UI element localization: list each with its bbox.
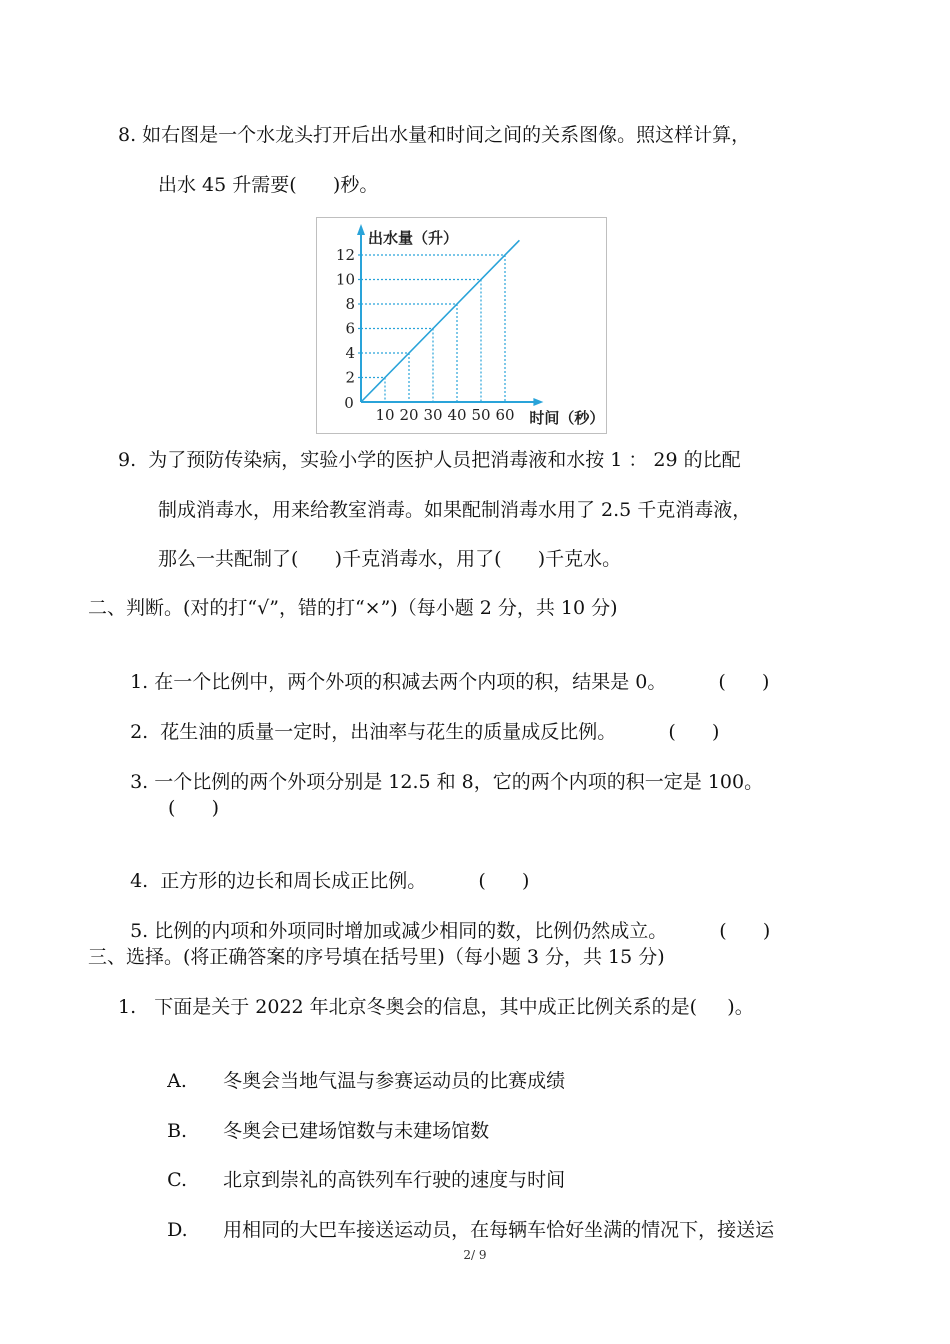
section-3-heading: 三、选择。(将正确答案的序号填在括号里)（每小题 3 分，共 15 分) — [88, 946, 665, 968]
y-tick-label: 8 — [345, 295, 355, 313]
option-a-text: 冬奥会当地气温与参赛运动员的比赛成绩 — [223, 1070, 566, 1092]
judge-item-4-answer-blank: ( ) — [478, 870, 530, 892]
question-9-line-3: 那么一共配制了( )千克消毒水，用了( )千克水。 — [158, 548, 622, 570]
judge-item-1-text: 1. 在一个比例中，两个外项的积减去两个内项的积，结果是 0。 — [130, 671, 667, 693]
question-9-line-2: 制成消毒水，用来给教室消毒。如果配制消毒水用了 2.5 千克消毒液， — [158, 499, 752, 521]
option-b-letter: B. — [167, 1120, 188, 1142]
x-tick-label: 40 — [447, 406, 467, 424]
x-tick-label: 30 — [423, 406, 443, 424]
option-b-text: 冬奥会已建场馆数与未建场馆数 — [223, 1120, 490, 1142]
judge-item-3-text: 3. 一个比例的两个外项分别是 12.5 和 8，它的两个内项的积一定是 100。 — [130, 771, 764, 793]
question-8-line-2: 出水 45 升需要( )秒。 — [158, 174, 379, 196]
option-a-letter: A. — [167, 1070, 187, 1092]
y-axis-title: 出水量（升） — [368, 229, 459, 247]
y-tick-label: 2 — [345, 368, 355, 387]
question-9-line-1: 9. 为了预防传染病，实验小学的医护人员把消毒液和水按 1 ： 29 的比配 — [118, 449, 741, 471]
x-tick-label: 60 — [495, 406, 515, 424]
option-c-letter: C. — [167, 1169, 187, 1191]
x-tick-label: 20 — [399, 406, 419, 424]
option-d-text: 用相同的大巴车接送运动员，在每辆车恰好坐满的情况下，接送运 — [223, 1219, 775, 1241]
option-a — [155, 1045, 565, 1093]
page-number: 2/ 9 — [463, 1248, 487, 1262]
judge-item-4-text: 4. 正方形的边长和周长成正比例。 — [130, 870, 427, 892]
data-series-line — [361, 240, 519, 402]
judge-item-4 — [118, 845, 529, 893]
x-axis-title: 时间（秒） — [529, 409, 605, 427]
y-tick-label: 12 — [335, 246, 355, 264]
option-d-letter: D. — [167, 1219, 188, 1241]
x-tick-label: 50 — [471, 406, 491, 424]
judge-item-1 — [118, 646, 769, 694]
choice-question-1: 1. 下面是关于 2022 年北京冬奥会的信息，其中成正比例关系的是( )。 — [118, 996, 754, 1018]
judge-item-1-answer-blank: ( ) — [718, 671, 770, 693]
judge-item-5 — [118, 895, 770, 943]
y-tick-label: 6 — [345, 319, 355, 338]
y-tick-label: 10 — [335, 270, 355, 289]
judge-item-2-text: 2. 花生油的质量一定时，出油率与花生的质量成反比例。 — [130, 721, 617, 743]
chart-svg — [317, 218, 606, 433]
judge-item-5-text: 5. 比例的内项和外项同时增加或减少相同的数，比例仍然成立。 — [130, 920, 668, 942]
option-c-text: 北京到崇礼的高铁列车行驶的速度与时间 — [223, 1169, 566, 1191]
y-tick-label: 4 — [345, 344, 355, 362]
option-d — [155, 1194, 774, 1242]
option-c — [155, 1144, 565, 1192]
judge-item-5-answer-blank: ( ) — [719, 920, 771, 942]
option-b — [155, 1095, 489, 1143]
question-8-line-1: 8. 如右图是一个水龙头打开后出水量和时间之间的关系图像。照这样计算， — [118, 124, 751, 146]
judge-item-2-answer-blank: ( ) — [668, 721, 720, 743]
judge-item-3 — [118, 746, 763, 794]
y-axis-arrow-icon — [357, 224, 365, 235]
water-flow-chart — [316, 217, 607, 434]
origin-label: 0 — [344, 394, 354, 412]
x-axis-arrow-icon — [533, 398, 543, 406]
judge-item-3-answer-blank: ( ) — [168, 797, 220, 819]
judge-item-2 — [118, 696, 719, 744]
x-tick-label: 10 — [375, 406, 395, 424]
section-2-heading: 二、判断。(对的打“√”，错的打“×”)（每小题 2 分，共 10 分) — [88, 597, 618, 619]
